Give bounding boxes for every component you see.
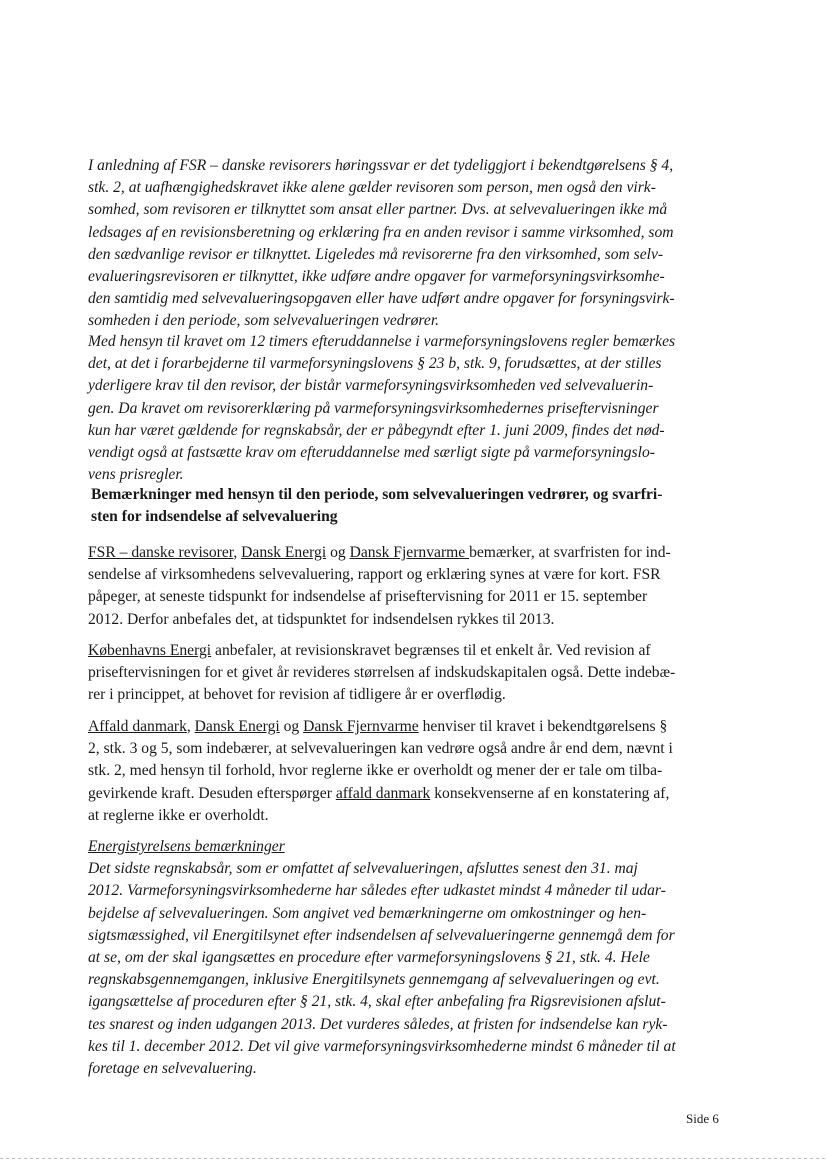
text-line: [88, 716, 728, 738]
text-line: Det sidste regnskabsår, som er omfattet af selvevalueringen, afsluttes senest den 31. maj: [88, 860, 638, 878]
org-link-dansk-fjernvarme: Dansk Fjernvarme: [349, 544, 470, 561]
paragraph-continuing-education: [88, 331, 728, 486]
text-fragment: henviser til kravet i bekendtgørelsens §: [418, 718, 668, 735]
org-link-kbh-energi: Københavns Energi: [88, 642, 212, 659]
text-fragment: gevirkende kraft. Desuden efterspørger: [88, 784, 336, 802]
text-line: evalueringsrevisoren er tilknyttet, ikke udføre andre opgaver for varmeforsyningsvirksomhe-: [88, 268, 665, 286]
text-line: rer i princippet, at behovet for revision af tidligere år er overflødig.: [88, 686, 506, 704]
text-line: bejdelse af selvevalueringen. Som angivet ved bemærkningerne om omkostninger og hen-: [88, 904, 647, 922]
text-line: at se, om der skal igangsættes en procedure efter varmeforsyningslovens § 21, stk. 4. Hele: [88, 949, 650, 967]
text-line: yderligere krav til den revisor, der bistår varmeforsyningsvirksomheden ved selvevaluerin-: [88, 377, 654, 395]
text-line: 2012. Varmeforsyningsvirksomhederne har således efter udkastet mindst 4 måneder til udar-: [88, 882, 666, 900]
paragraph-energistyrelsen-remarks: [88, 836, 728, 1080]
text-fragment: anbefaler, at revisionskravet begrænses til et enkelt år. Ved revision af: [211, 642, 651, 659]
text-line: den sædvanlige revisor er tilknyttet. Ligeledes må revisorerne fra den virksomhed, som selv-: [88, 245, 664, 263]
text-line: at reglerne ikke er overholdt.: [88, 806, 269, 824]
text-line: [88, 783, 728, 805]
text-line: sigtsmæssighed, vil Energitilsynet efter indsendelsen af selvevalueringerne gennemgå dem for: [88, 926, 675, 944]
paragraph-independence: [88, 155, 728, 333]
page-number: Side 6: [686, 1111, 719, 1126]
paragraph-fsr-comment: [88, 542, 728, 631]
text-line: gen. Da kravet om revisorerklæring på varmeforsyningsvirksomhedernes priseftervisninger: [88, 399, 659, 417]
section-heading: [91, 484, 731, 528]
text-line: stk. 2, at uafhængighedskravet ikke alene gælder revisoren som person, men også den virk-: [88, 179, 656, 197]
text-line: kes til 1. december 2012. Det vil give varmeforsyningsvirksomhederne mindst 6 måneder til at: [88, 1037, 676, 1055]
org-link-dansk-fjernvarme: Dansk Fjernvarme: [303, 718, 419, 735]
paragraph-kbh-energi-comment: [88, 640, 728, 707]
separator: ,: [186, 718, 195, 735]
text-line: påpeger, at seneste tidspunkt for indsendelse af priseftervisning for 2011 er 15. september: [88, 588, 648, 606]
text-line: 2012. Derfor anbefales det, at tidspunktet for indsendelsen rykkes til 2013.: [88, 610, 555, 628]
text-line: Med hensyn til kravet om 12 timers efteruddannelse i varmeforsyningslovens regler bemærkes: [88, 333, 676, 350]
text-line: kun har været gældende for regnskabsår, der er påbegyndt efter 1. juni 2009, findes det nød-: [88, 421, 665, 439]
text-line: stk. 2, med hensyn til forhold, hvor reglerne ikke er overholdt og mener der er tale om tilba-: [88, 762, 663, 780]
text-line: somheden i den periode, som selvevalueringen vedrører.: [88, 312, 440, 330]
text-line: sendelse af virksomhedens selvevaluering, rapport og erklæring synes at være for kort. FSR: [88, 566, 661, 584]
heading-line: Bemærkninger med hensyn til den periode, som selvevalueringen vedrører, og svarfri-: [91, 486, 663, 503]
scan-edge-line: [0, 1158, 827, 1159]
text-line: I anledning af FSR – danske revisorers høringssvar er det tydeliggjort i bekendtgørelsens § 4,: [88, 157, 674, 174]
org-link-dansk-energi: Dansk Energi: [241, 544, 327, 561]
text-line: regnskabsgennemgangen, inklusive Energitilsynets gennemgang af selvevalueringen og evt.: [88, 971, 660, 989]
text-line: den samtidig med selvevalueringsopgaven eller have udført andre opgaver for forsyningsvirk-: [88, 290, 675, 308]
text-line: ledsages af en revisionsberetning og erklæring fra en anden revisor i samme virksomhed, som: [88, 223, 674, 241]
text-line: det, at det i forarbejderne til varmeforsyningslovens § 23 b, stk. 9, forudsættes, at der stilles: [88, 355, 662, 373]
text-line: somhed, som revisoren er tilknyttet som ansat eller partner. Dvs. at selvevalueringen ikke må: [88, 201, 668, 219]
org-link-affald-danmark: Affald danmark: [88, 718, 187, 735]
org-link-dansk-energi: Dansk Energi: [194, 718, 280, 735]
org-link-affald-danmark: affald danmark: [335, 784, 431, 802]
text-fragment: bemærker, at svarfristen for ind-: [469, 544, 671, 561]
text-line: 2, stk. 3 og 5, som indebærer, at selvevalueringen kan vedrøre også andre år end dem, nævnt i: [88, 740, 673, 758]
org-link-fsr: FSR – danske revisorer: [88, 544, 234, 561]
text-line: vens prisregler.: [88, 466, 184, 484]
text-line: foretage en selvevaluering.: [88, 1060, 257, 1078]
text-line: priseftervisningen for et givet år revideres størrelsen af indskudskapitalen også. Dette indebæ-: [88, 664, 676, 682]
text-line: [88, 542, 728, 564]
text-line: tes snarest og inden udgangen 2013. Det vurderes således, at fristen for indsendelse kan ryk-: [88, 1015, 668, 1033]
separator: og: [326, 544, 350, 561]
text-line: [88, 640, 728, 662]
heading-line: sten for indsendelse af selvevaluering: [91, 508, 338, 526]
separator: og: [279, 718, 304, 735]
paragraph-affald-comment: [88, 716, 728, 827]
separator: ,: [233, 544, 242, 561]
subheading-energistyrelsen: Energistyrelsens bemærkninger: [88, 838, 285, 855]
text-fragment: konsekvenserne af en konstatering af,: [430, 784, 670, 802]
text-line: igangsættelse af proceduren efter § 21, stk. 4, skal efter anbefaling fra Rigsrevisionen afslut-: [88, 993, 666, 1011]
text-line: vendigt også at fastsætte krav om efteruddannelse med særligt sigte på varmeforsyningslo-: [88, 444, 655, 462]
